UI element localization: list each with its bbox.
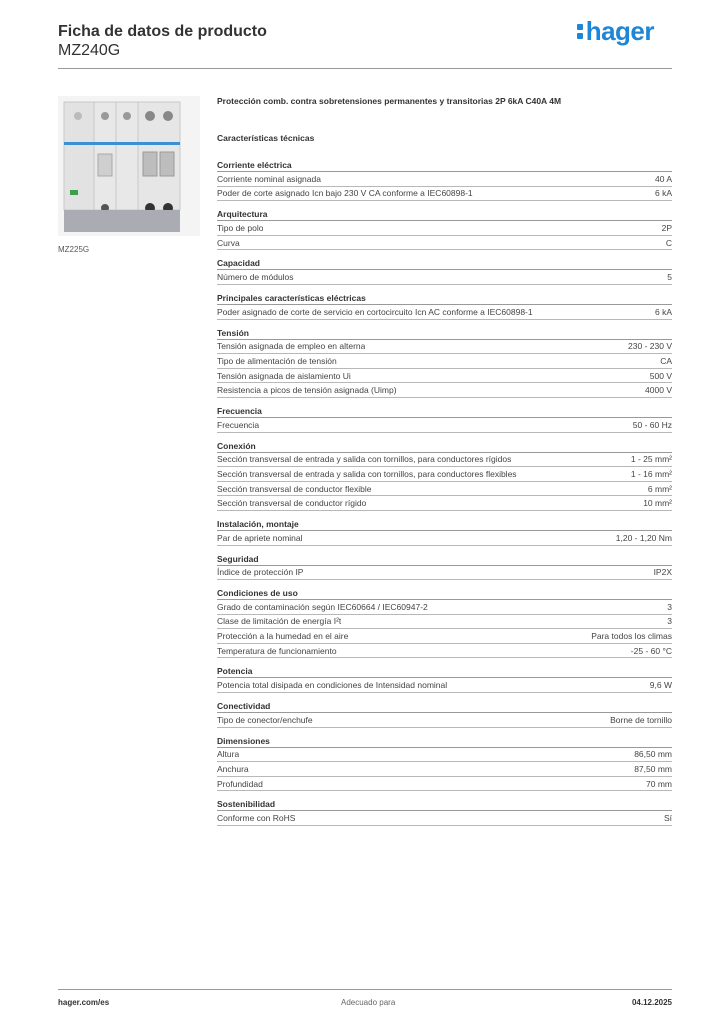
- spec-value: 3: [667, 601, 672, 612]
- header-divider: [58, 68, 672, 69]
- spec-row: [217, 236, 672, 251]
- spec-label: Índice de protección IP: [217, 567, 304, 578]
- spec-section: [217, 587, 672, 658]
- spec-value: 50 - 60 Hz: [632, 419, 672, 430]
- spec-value: 40 A: [654, 173, 672, 184]
- section-title: Dimensiones: [217, 735, 672, 748]
- spec-row: [217, 172, 672, 187]
- spec-row: [217, 713, 672, 728]
- spec-row: [217, 566, 672, 581]
- product-code: MZ240G: [58, 42, 121, 59]
- spec-section: [217, 798, 672, 826]
- spec-label: Altura: [217, 749, 240, 760]
- spec-value: 86,50 mm: [634, 749, 672, 760]
- spec-label: Frecuencia: [217, 419, 260, 430]
- spec-section: [217, 518, 672, 546]
- spec-section: [217, 292, 672, 320]
- spec-content: [217, 96, 672, 833]
- spec-row: [217, 453, 672, 468]
- spec-row: [217, 418, 672, 433]
- tech-characteristics-heading: Características técnicas: [217, 133, 315, 143]
- spec-section: [217, 553, 672, 581]
- spec-row: [217, 531, 672, 546]
- spec-value: 500 V: [649, 370, 672, 381]
- section-title: Conexión: [217, 440, 672, 453]
- spec-label: Tipo de conector/enchufe: [217, 714, 313, 725]
- spec-value: IP2X: [653, 567, 672, 578]
- spec-value: -25 - 60 °C: [630, 645, 672, 656]
- spec-value: 5: [667, 272, 672, 283]
- spec-section: [217, 327, 672, 398]
- spec-row: [217, 305, 672, 320]
- spec-value: 1,20 - 1,20 Nm: [615, 532, 672, 543]
- spec-sections: [217, 159, 672, 826]
- spec-label: Protección a la humedad en el aire: [217, 631, 349, 642]
- spec-label: Tipo de alimentación de tensión: [217, 355, 337, 366]
- page-title: Ficha de datos de producto: [58, 23, 267, 40]
- spec-value: 230 - 230 V: [628, 341, 672, 352]
- spec-label: Tensión asignada de empleo en alterna: [217, 341, 366, 352]
- spec-row: [217, 369, 672, 384]
- spec-label: Conforme con RoHS: [217, 813, 296, 824]
- section-title: Frecuencia: [217, 405, 672, 418]
- section-title: Sostenibilidad: [217, 798, 672, 811]
- spec-value: 6 kA: [654, 306, 672, 317]
- spec-row: [217, 748, 672, 763]
- circuit-breaker-image: [58, 96, 200, 236]
- spec-row: [217, 600, 672, 615]
- footer-divider: [58, 989, 672, 990]
- spec-row: [217, 644, 672, 659]
- spec-row: [217, 270, 672, 285]
- spec-section: [217, 700, 672, 728]
- spec-section: [217, 208, 672, 250]
- spec-value: 6 kA: [654, 188, 672, 199]
- footer-suitable-for: Adecuado para: [341, 998, 396, 1007]
- spec-row: [217, 615, 672, 630]
- spec-row: [217, 187, 672, 202]
- spec-section: [217, 440, 672, 511]
- spec-label: Grado de contaminación según IEC60664 / IEC60947-2: [217, 601, 428, 612]
- spec-value: 1 - 16 mm²: [630, 468, 672, 479]
- spec-value: 6 mm²: [647, 483, 672, 494]
- image-caption: MZ225G: [58, 245, 90, 254]
- hager-logo: [577, 16, 654, 47]
- spec-label: Sección transversal de conductor rígido: [217, 498, 367, 509]
- section-title: Condiciones de uso: [217, 587, 672, 600]
- spec-label: Sección transversal de entrada y salida con tornillos, para conductores rígidos: [217, 454, 512, 465]
- section-title: Tensión: [217, 327, 672, 340]
- section-title: Instalación, montaje: [217, 518, 672, 531]
- spec-label: Profundidad: [217, 778, 263, 789]
- section-title: Potencia: [217, 665, 672, 678]
- logo-dots-icon: [577, 20, 585, 42]
- section-title: Seguridad: [217, 553, 672, 566]
- spec-label: Número de módulos: [217, 272, 294, 283]
- spec-value: 9,6 W: [649, 680, 672, 691]
- spec-row: [217, 678, 672, 693]
- spec-section: [217, 405, 672, 433]
- product-description: Protección comb. contra sobretensiones permanentes y transitorias 2P 6kA C40A 4M: [217, 96, 562, 106]
- spec-label: Sección transversal de conductor flexible: [217, 483, 372, 494]
- spec-row: [217, 496, 672, 511]
- section-title: Arquitectura: [217, 208, 672, 221]
- spec-row: [217, 777, 672, 792]
- footer-date: 04.12.2025: [631, 998, 672, 1007]
- spec-label: Clase de limitación de energía I²t: [217, 616, 342, 627]
- spec-label: Sección transversal de entrada y salida con tornillos, para conductores flexibles: [217, 468, 517, 479]
- section-title: Conectividad: [217, 700, 672, 713]
- spec-value: 4000 V: [645, 385, 672, 396]
- spec-label: Poder de corte asignado Icn bajo 230 V CA conforme a IEC60898-1: [217, 188, 473, 199]
- product-image: [58, 96, 200, 236]
- logo-text: hager: [585, 16, 654, 46]
- spec-label: Par de apriete nominal: [217, 532, 303, 543]
- spec-value: 87,50 mm: [634, 764, 672, 775]
- footer-website: hager.com/es: [58, 998, 110, 1007]
- spec-label: Tensión asignada de aislamiento Ui: [217, 370, 351, 381]
- spec-row: [217, 482, 672, 497]
- spec-label: Tipo de polo: [217, 222, 264, 233]
- spec-label: Poder asignado de corte de servicio en cortocircuito Icn AC conforme a IEC60898-1: [217, 306, 533, 317]
- spec-row: [217, 467, 672, 482]
- section-title: Corriente eléctrica: [217, 159, 672, 172]
- page-header: [58, 22, 267, 60]
- spec-row: [217, 221, 672, 236]
- spec-section: [217, 735, 672, 792]
- spec-section: [217, 257, 672, 285]
- spec-label: Temperatura de funcionamiento: [217, 645, 337, 656]
- spec-value: Sí: [663, 813, 672, 824]
- spec-label: Corriente nominal asignada: [217, 173, 321, 184]
- spec-label: Resistencia a picos de tensión asignada (Uimp): [217, 385, 397, 396]
- spec-row: [217, 340, 672, 355]
- spec-value: 3: [667, 616, 672, 627]
- spec-row: [217, 629, 672, 644]
- spec-row: [217, 383, 672, 398]
- section-title: Principales características eléctricas: [217, 292, 672, 305]
- spec-label: Anchura: [217, 764, 249, 775]
- spec-value: 10 mm²: [643, 498, 672, 509]
- spec-row: [217, 811, 672, 826]
- spec-value: 1 - 25 mm²: [630, 454, 672, 465]
- spec-label: Potencia total disipada en condiciones de Intensidad nominal: [217, 680, 448, 691]
- spec-value: Para todos los climas: [591, 631, 672, 642]
- spec-row: [217, 354, 672, 369]
- section-title: Capacidad: [217, 257, 672, 270]
- spec-row: [217, 762, 672, 777]
- spec-value: C: [665, 237, 672, 248]
- spec-section: [217, 665, 672, 693]
- spec-value: 2P: [661, 222, 672, 233]
- spec-value: Borne de tornillo: [610, 714, 672, 725]
- spec-label: Curva: [217, 237, 240, 248]
- spec-section: [217, 159, 672, 201]
- spec-value: 70 mm: [646, 778, 672, 789]
- spec-value: CA: [660, 355, 672, 366]
